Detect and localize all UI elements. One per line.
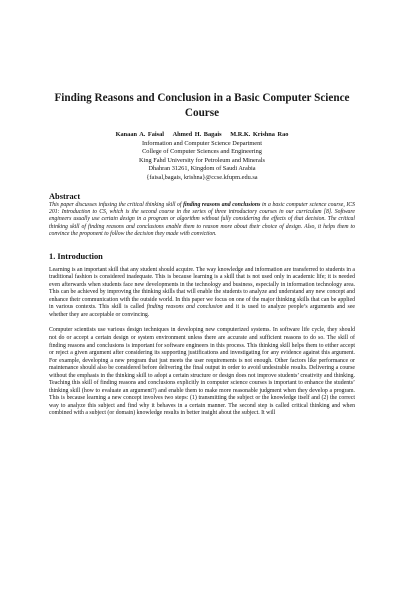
- author-names: [49, 131, 355, 140]
- affiliation-line: Dhahran 31261, Kingdom of Saudi Arabia: [148, 165, 256, 173]
- paper-page: [0, 91, 400, 609]
- abstract-key-phrase: finding reasons and conclusions: [183, 201, 261, 208]
- author-name: Ahmed H. Bagais: [172, 131, 222, 138]
- author-emails: {faisal,bagais, krishna}@ccse.kfupm.edu.sa: [146, 173, 258, 181]
- intro-paragraph-1: [49, 267, 355, 320]
- section-heading: 1. Introduction: [49, 251, 103, 261]
- abstract-text-part: in a basic computer science course, ICS 201: Introduction to CS, which is the second course in the series of three introductory courses in our curriculum [8]. Software engineers usually use certain design in a program or algorithm without fully considering the effects of that decision. The critical thinking skill of finding reasons and conclusions enable them to reason more about their choice of design. Also, it helps them to convince the proponent to follow the decision they made with conviction.: [49, 201, 355, 238]
- affiliation-line: College of Computer Sciences and Engineering: [142, 148, 262, 156]
- abstract-heading: Abstract: [49, 191, 81, 201]
- author-block: [49, 131, 355, 183]
- intro-paragraph-2: Computer scientists use various design techniques in developing new computerized systems. In software life cycle, they should not do or accept a certain design or system environment unless there are accurate and sufficient reasons to do so. The skill of finding reasons and conclusions is important for software engineers in this process. This thinking skill helps them to either accept or reject a given argument after considering its supporting justifications and investigating for any evidence against this argument. For example, developing a new program that just meets the user requirements is not enough. Other factors like performance or maintenance should also be considered before delivering the final output in order to avoid undesirable results. Delivering a course without the emphasis in the thinking skill to adopt a certain structure or design does not improve students’ creativity and thinking. Teaching this skill of finding reasons and conclusions explicitly in computer science courses is important to enhance the students’ thinking skill (how to evaluate an argument?) and enable them to make more reasonable judgment when they develop a program. This is because learning a new concept involves two steps: (1) transmitting the subject or the knowledge itself and (2) the correct way to analyze this subject and find why it behaves in a certain manner. The second step is called critical thinking and when combined with a subject (or domain) knowledge results in better insight about the subject. It will: [49, 327, 355, 417]
- paper-title: Finding Reasons and Conclusion in a Basic Computer Science Course: [54, 92, 350, 119]
- author-name: M.R.K. Krishna Rao: [230, 131, 289, 138]
- paragraph-text-part: and it is used to analyze people’s arguments and see whether they are acceptable or convincing.: [49, 304, 356, 318]
- affiliation-line: King Fahd University for Petroleum and Minerals: [139, 156, 265, 164]
- abstract-text: [49, 202, 355, 239]
- paragraph-text-part: Learning is an important skill that any student should acquire. The way knowledge and information are transferred to students in a traditional fashion is considered inadequate. This is because learning is a skill that is not used only in academic life; it is needed even afterwards when students face new developments in the technology and business, especially in information technology area. This can be achieved by improving the thinking skills that will enable the students to analyze and understand any new concept and enhance their communication with the outside world. In this paper we focus on one of the major thinking skills that can be applied in various contexts. This skill is called: [49, 266, 355, 311]
- affiliation-line: Information and Computer Science Department: [142, 139, 262, 147]
- abstract-text-part: This paper discusses infusing the critical thinking skill of: [49, 201, 184, 208]
- skill-name-emphasis: finding reasons and conclusion: [146, 304, 223, 311]
- author-name: Kanaan A. Faisal: [115, 131, 164, 138]
